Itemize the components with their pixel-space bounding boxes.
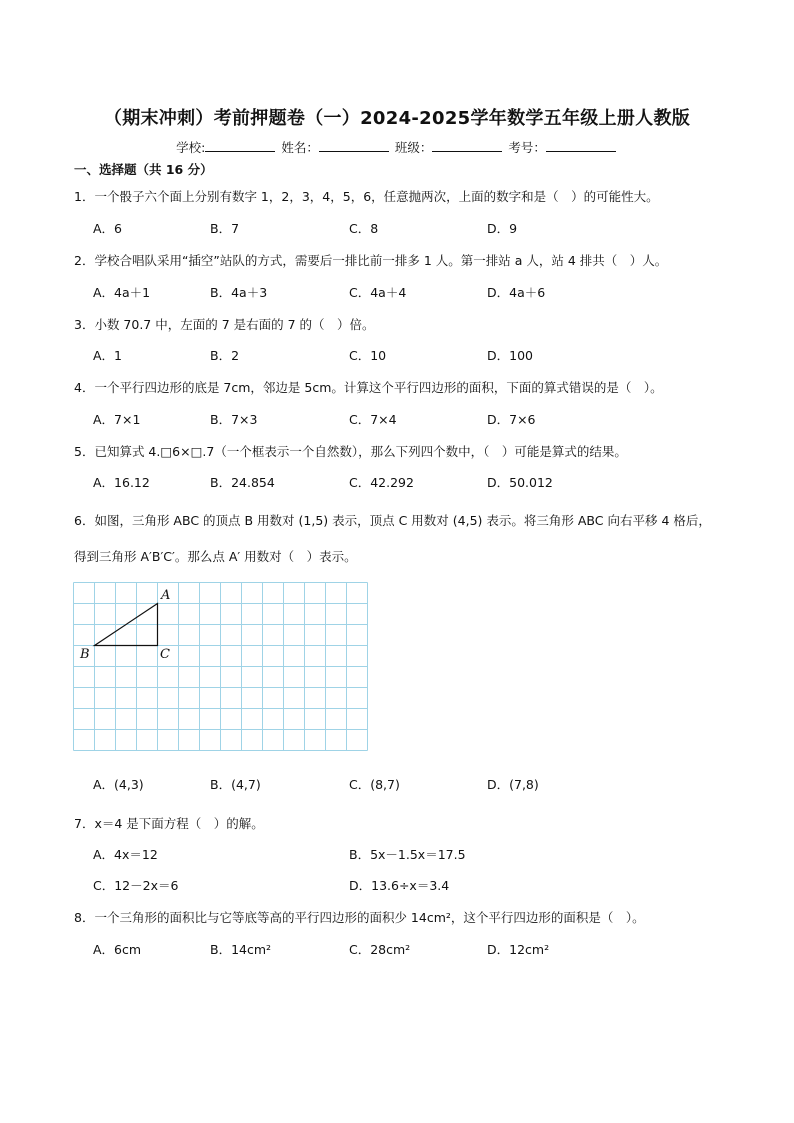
- vertex-label-b: B: [80, 647, 90, 662]
- option-b[interactable]: B．4a＋3: [210, 285, 268, 300]
- question-1: 1．一个骰子六个面上分别有数字 1，2，3，4，5，6，任意抛两次，上面的数字和是（ ）的可能性大。: [74, 189, 659, 204]
- option-a[interactable]: A．4a＋1: [93, 285, 151, 300]
- option-d[interactable]: D．12cm²: [487, 942, 550, 957]
- grid-lines: [74, 583, 368, 751]
- option-b[interactable]: B．(4,7): [210, 777, 261, 792]
- option-c[interactable]: C．8: [349, 221, 379, 236]
- option-c[interactable]: C．28cm²: [349, 942, 411, 957]
- option-d[interactable]: D．100: [487, 348, 533, 363]
- question-6-line-2: 得到三角形 A′B′C′。那么点 A′ 用数对（ ）表示。: [74, 549, 357, 564]
- option-d[interactable]: D．9: [487, 221, 518, 236]
- section-title: 一、选择题（共 16 分）: [74, 162, 213, 177]
- option-b[interactable]: B．2: [210, 348, 240, 363]
- option-d[interactable]: D．7×6: [487, 412, 536, 427]
- question-2: 2．学校合唱队采用“插空”站队的方式，需要后一排比前一排多 1 人。第一排站 a 人，站 4 排共（ ）人。: [74, 253, 668, 268]
- question-7: 7．x＝4 是下面方程（ ）的解。: [74, 816, 264, 831]
- option-d[interactable]: D．4a＋6: [487, 285, 546, 300]
- option-d[interactable]: D．13.6÷x＝3.4: [349, 878, 450, 893]
- option-c[interactable]: C．42.292: [349, 475, 414, 490]
- school-blank[interactable]: [205, 139, 275, 152]
- number-blank[interactable]: [546, 139, 616, 152]
- page-title: （期末冲刺）考前押题卷（一）2024-2025学年数学五年级上册人教版: [103, 108, 691, 129]
- question-4: 4．一个平行四边形的底是 7cm，邻边是 5cm。计算这个平行四边形的面积，下面的算式错误的是（ ）。: [74, 380, 663, 395]
- option-a[interactable]: A．1: [93, 348, 123, 363]
- option-c[interactable]: C．10: [349, 348, 387, 363]
- option-b[interactable]: B．7: [210, 221, 240, 236]
- student-info-line: [0, 138, 794, 156]
- option-c[interactable]: C．12－2x＝6: [93, 878, 179, 893]
- option-a[interactable]: A．4x＝12: [93, 847, 158, 862]
- school-label: 学校:: [176, 140, 206, 155]
- option-d[interactable]: D．(7,8): [487, 777, 539, 792]
- option-d[interactable]: D．50.012: [487, 475, 553, 490]
- option-b[interactable]: B．14cm²: [210, 942, 272, 957]
- vertex-label-a: A: [161, 588, 171, 603]
- class-label: 班级：: [394, 140, 433, 155]
- vertex-label-c: C: [160, 647, 170, 662]
- option-a[interactable]: A．16.12: [93, 475, 150, 490]
- coordinate-grid-figure: [73, 582, 369, 751]
- option-a[interactable]: A．6: [93, 221, 123, 236]
- question-5: 5．已知算式 4.□6×□.7（一个框表示一个自然数），那么下列四个数中，（ ）可能是算式的结果。: [74, 444, 627, 459]
- question-6-line-1: 6．如图，三角形 ABC 的顶点 B 用数对 (1,5) 表示，顶点 C 用数对 (4,5) 表示。将三角形 ABC 向右平移 4 格后，: [74, 513, 711, 528]
- option-c[interactable]: C．(8,7): [349, 777, 400, 792]
- question-8: 8．一个三角形的面积比与它等底等高的平行四边形的面积少 14cm²，这个平行四边形的面积是（ ）。: [74, 910, 645, 925]
- name-label: 姓名：: [281, 140, 319, 155]
- option-a[interactable]: A．(4,3): [93, 777, 144, 792]
- class-blank[interactable]: [432, 139, 502, 152]
- option-b[interactable]: B．24.854: [210, 475, 275, 490]
- option-a[interactable]: A．7×1: [93, 412, 141, 427]
- name-blank[interactable]: [319, 139, 389, 152]
- option-c[interactable]: C．7×4: [349, 412, 397, 427]
- number-label: 考号：: [508, 140, 546, 155]
- question-3: 3．小数 70.7 中，左面的 7 是右面的 7 的（ ）倍。: [74, 317, 375, 332]
- option-c[interactable]: C．4a＋4: [349, 285, 407, 300]
- option-b[interactable]: B．7×3: [210, 412, 258, 427]
- option-b[interactable]: B．5x－1.5x＝17.5: [349, 847, 466, 862]
- option-a[interactable]: A．6cm: [93, 942, 142, 957]
